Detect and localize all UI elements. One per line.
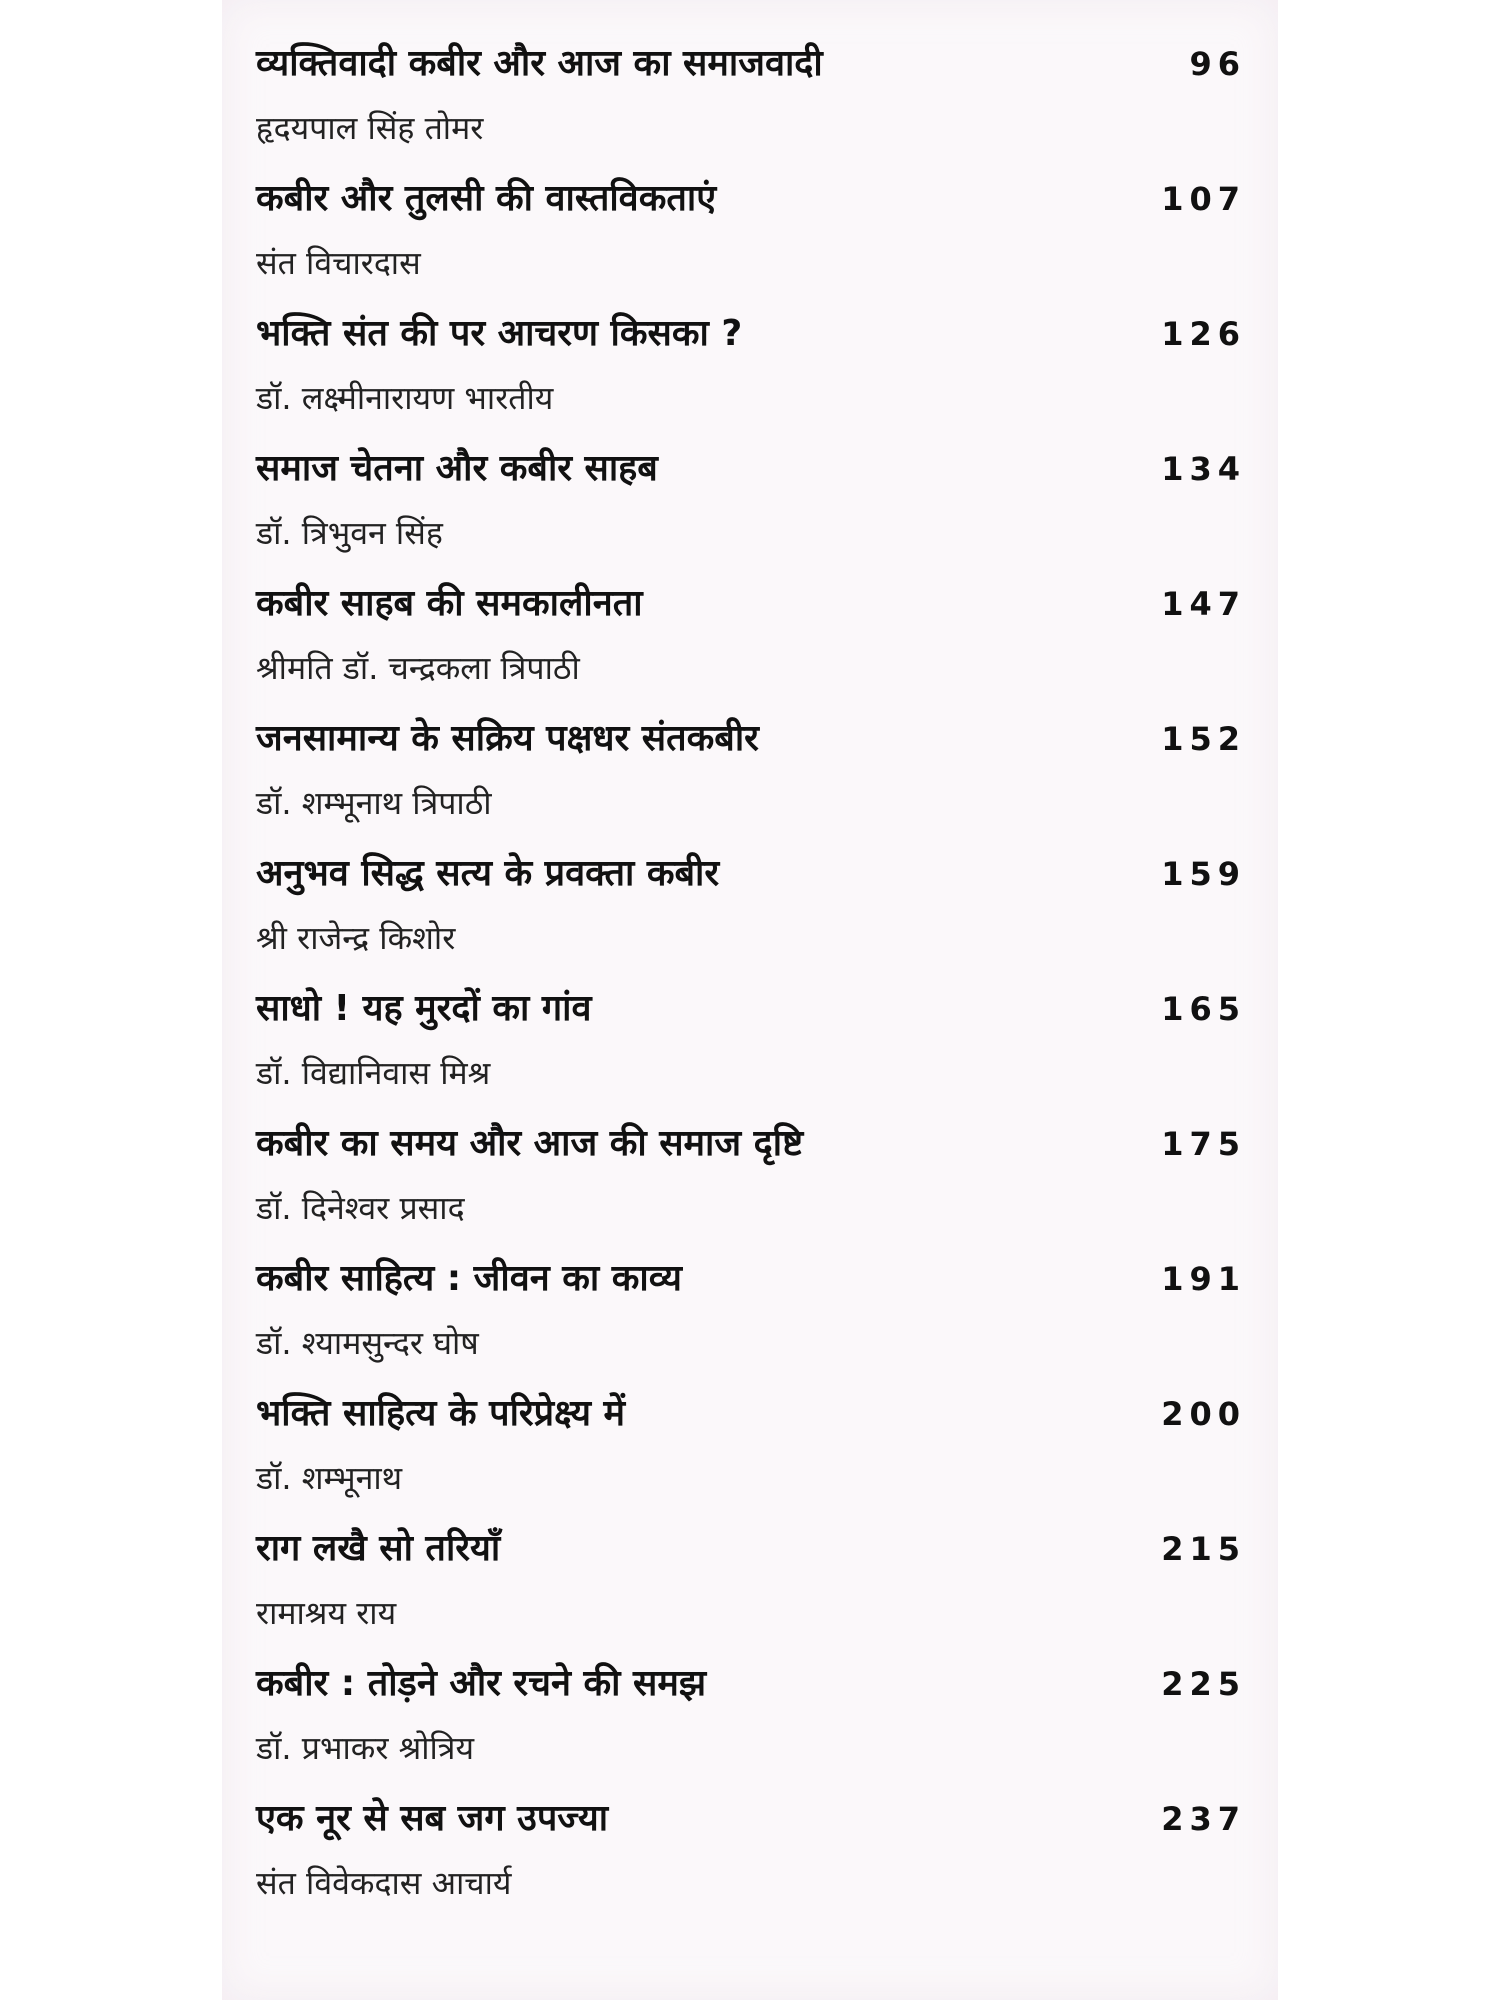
toc-entry <box>256 1791 1246 1926</box>
toc-entry-page: 134 <box>1161 450 1246 488</box>
toc-entry-page: 191 <box>1161 1260 1246 1298</box>
toc-entry-page: 215 <box>1161 1530 1246 1568</box>
toc-entry-title: कबीर साहित्य : जीवन का काव्य <box>256 1258 682 1299</box>
toc-entry-author: डॉ. शम्भूनाथ <box>256 1459 403 1497</box>
toc-entry-author: डॉ. दिनेश्वर प्रसाद <box>256 1189 465 1227</box>
toc-entry-page: 147 <box>1161 585 1246 623</box>
toc-entry-title: व्यक्तिवादी कबीर और आज का समाजवादी <box>256 43 823 84</box>
toc-entry-page: 126 <box>1161 315 1246 353</box>
toc-entry <box>256 576 1246 711</box>
toc-entry-page: 107 <box>1161 180 1246 218</box>
toc-entry <box>256 306 1246 441</box>
toc-entry <box>256 441 1246 576</box>
toc-entry-author: डॉ. विद्यानिवास मिश्र <box>256 1054 491 1092</box>
toc-entry-title: कबीर साहब की समकालीनता <box>256 583 643 624</box>
toc-entry-page: 152 <box>1161 720 1246 758</box>
toc-entry-title: समाज चेतना और कबीर साहब <box>256 448 658 489</box>
toc-entry <box>256 846 1246 981</box>
toc-entry-title: कबीर और तुलसी की वास्तविकताएं <box>256 178 717 219</box>
toc-entry-title: कबीर : तोड़ने और रचने की समझ <box>256 1663 707 1704</box>
toc-entry <box>256 1251 1246 1386</box>
toc-entry-title: भक्ति संत की पर आचरण किसका ? <box>256 313 743 354</box>
toc-entry <box>256 981 1246 1116</box>
toc-entry-author: रामाश्रय राय <box>256 1594 397 1632</box>
toc-entry-title: भक्ति साहित्य के परिप्रेक्ष्य में <box>256 1393 626 1434</box>
toc-entry-title: अनुभव सिद्ध सत्य के प्रवक्ता कबीर <box>256 853 720 894</box>
toc-entry-page: 159 <box>1161 855 1246 893</box>
toc-entry-author: श्रीमति डॉ. चन्द्रकला त्रिपाठी <box>256 649 580 687</box>
toc-entry-author: संत विचारदास <box>256 244 421 282</box>
toc-entry <box>256 171 1246 306</box>
toc-entry <box>256 1656 1246 1791</box>
table-of-contents <box>256 36 1246 1926</box>
toc-entry-author: हृदयपाल सिंह तोमर <box>256 109 484 147</box>
toc-entry-title: राग लखै सो तरियाँ <box>256 1528 501 1569</box>
toc-entry-title: कबीर का समय और आज की समाज दृष्टि <box>256 1123 804 1164</box>
toc-entry-title: जनसामान्य के सक्रिय पक्षधर संतकबीर <box>256 718 759 759</box>
toc-entry <box>256 36 1246 171</box>
toc-entry-page: 237 <box>1161 1800 1246 1838</box>
toc-entry-author: डॉ. श्यामसुन्दर घोष <box>256 1324 479 1362</box>
toc-entry <box>256 1521 1246 1656</box>
toc-entry-page: 225 <box>1161 1665 1246 1703</box>
toc-entry-author: डॉ. त्रिभुवन सिंह <box>256 514 443 552</box>
toc-entry-page: 175 <box>1161 1125 1246 1163</box>
toc-entry-author: डॉ. शम्भूनाथ त्रिपाठी <box>256 784 492 822</box>
toc-entry-page: 165 <box>1161 990 1246 1028</box>
toc-entry-page: 96 <box>1189 45 1246 83</box>
toc-entry-title: साधो ! यह मुरदों का गांव <box>256 988 592 1029</box>
toc-entry-author: संत विवेकदास आचार्य <box>256 1864 512 1902</box>
toc-entry-page: 200 <box>1161 1395 1246 1433</box>
toc-entry-title: एक नूर से सब जग उपज्या <box>256 1798 609 1839</box>
toc-entry-author: श्री राजेन्द्र किशोर <box>256 919 456 957</box>
toc-entry-author: डॉ. प्रभाकर श्रोत्रिय <box>256 1729 475 1767</box>
toc-entry-author: डॉ. लक्ष्मीनारायण भारतीय <box>256 379 554 417</box>
toc-entry <box>256 1116 1246 1251</box>
toc-entry <box>256 711 1246 846</box>
toc-entry <box>256 1386 1246 1521</box>
